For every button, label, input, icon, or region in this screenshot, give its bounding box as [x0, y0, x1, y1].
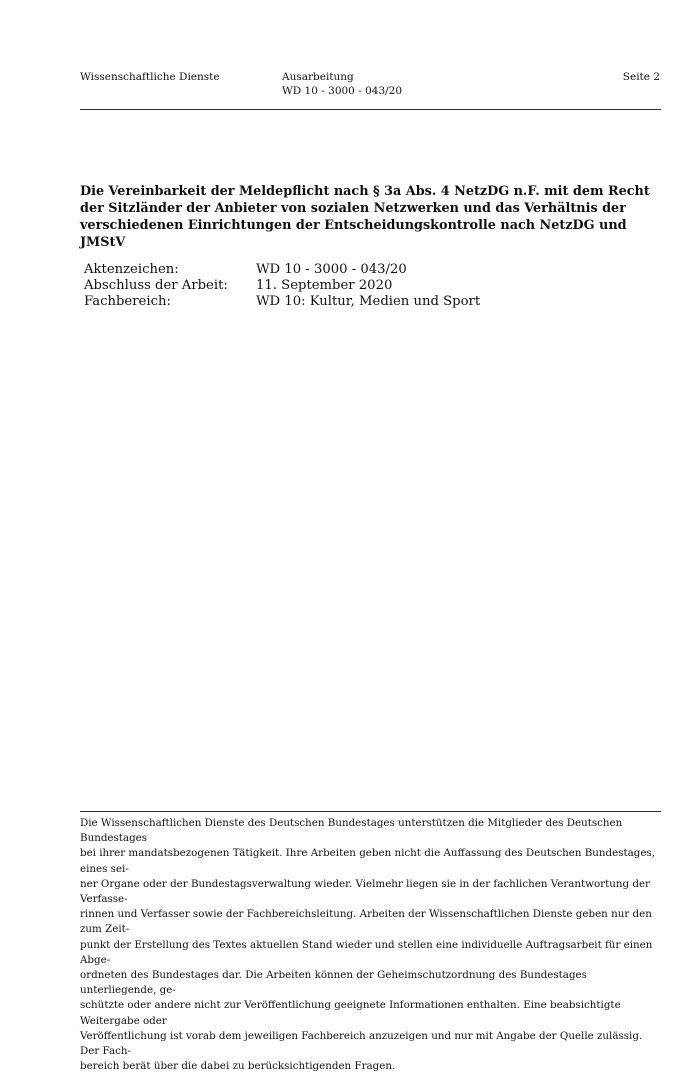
disclaimer-line: Die Wissenschaftlichen Dienste des Deutschen Bundestages unterstützen die Mitglieder des Deutschen Bundestages [80, 817, 623, 845]
header-doc-info [282, 70, 402, 98]
meta-value: WD 10: Kultur, Medien und Sport [256, 294, 481, 309]
disclaimer [80, 816, 662, 1074]
header-page-number: Seite 2 [622, 71, 660, 83]
footnote-divider [80, 811, 661, 812]
disclaimer-line: bei ihrer mandatsbezogenen Tätigkeit. Ihre Arbeiten geben nicht die Auffassung des Deutschen Bundestages, eines sei- [80, 847, 656, 875]
document-title: Die Vereinbarkeit der Meldepflicht nach § 3a Abs. 4 NetzDG n.F. mit dem Recht der Sitzländer der Anbieter von sozialen Netzwerken und das Verhältnis der verschiedenen Einrichtungen der Entscheidungskontrolle nach NetzDG und JMStV [80, 184, 650, 250]
header-divider [80, 109, 661, 110]
disclaimer-line: bereich berät über die dabei zu berücksichtigenden Fragen. [80, 1060, 396, 1073]
meta-value: 11. September 2020 [256, 278, 393, 293]
meta-row-abschluss [84, 278, 480, 294]
meta-row-aktenzeichen [84, 262, 480, 278]
disclaimer-line: punkt der Erstellung des Textes aktuellen Stand wieder und stellen eine individuelle Auftragsarbeit für einen Abge- [80, 938, 653, 966]
disclaimer-line: Veröffentlichung ist vorab dem jeweiligen Fachbereich anzuzeigen und nur mit Angabe der Quelle zulässig. Der Fach- [80, 1029, 643, 1058]
header-institution: Wissenschaftliche Dienste [80, 71, 220, 83]
meta-label: Aktenzeichen: [84, 262, 179, 277]
meta-label: Abschluss der Arbeit: [84, 278, 228, 293]
header-doc-type: Ausarbeitung [282, 71, 354, 83]
disclaimer-line: schützte oder andere nicht zur Veröffentlichung geeignete Informationen enthalten. Eine beabsichtigte Weitergabe oder [80, 999, 621, 1027]
disclaimer-line: ner Organe oder der Bundestagsverwaltung wieder. Vielmehr liegen sie in der fachlichen Verantwortung der Verfasse- [80, 877, 650, 906]
meta-label: Fachbereich: [84, 294, 171, 309]
meta-row-fachbereich [84, 294, 480, 310]
header-doc-number: WD 10 - 3000 - 043/20 [282, 85, 403, 97]
disclaimer-line: rinnen und Verfasser sowie der Fachbereichsleitung. Arbeiten der Wissenschaftlichen Dienste geben nur den zum Zeit- [80, 908, 652, 936]
meta-value: WD 10 - 3000 - 043/20 [256, 262, 407, 277]
disclaimer-line: ordneten des Bundestages dar. Die Arbeiten können der Geheimschutzordnung des Bundestages unterliegende, ge- [80, 969, 587, 997]
document-metadata [84, 262, 480, 310]
